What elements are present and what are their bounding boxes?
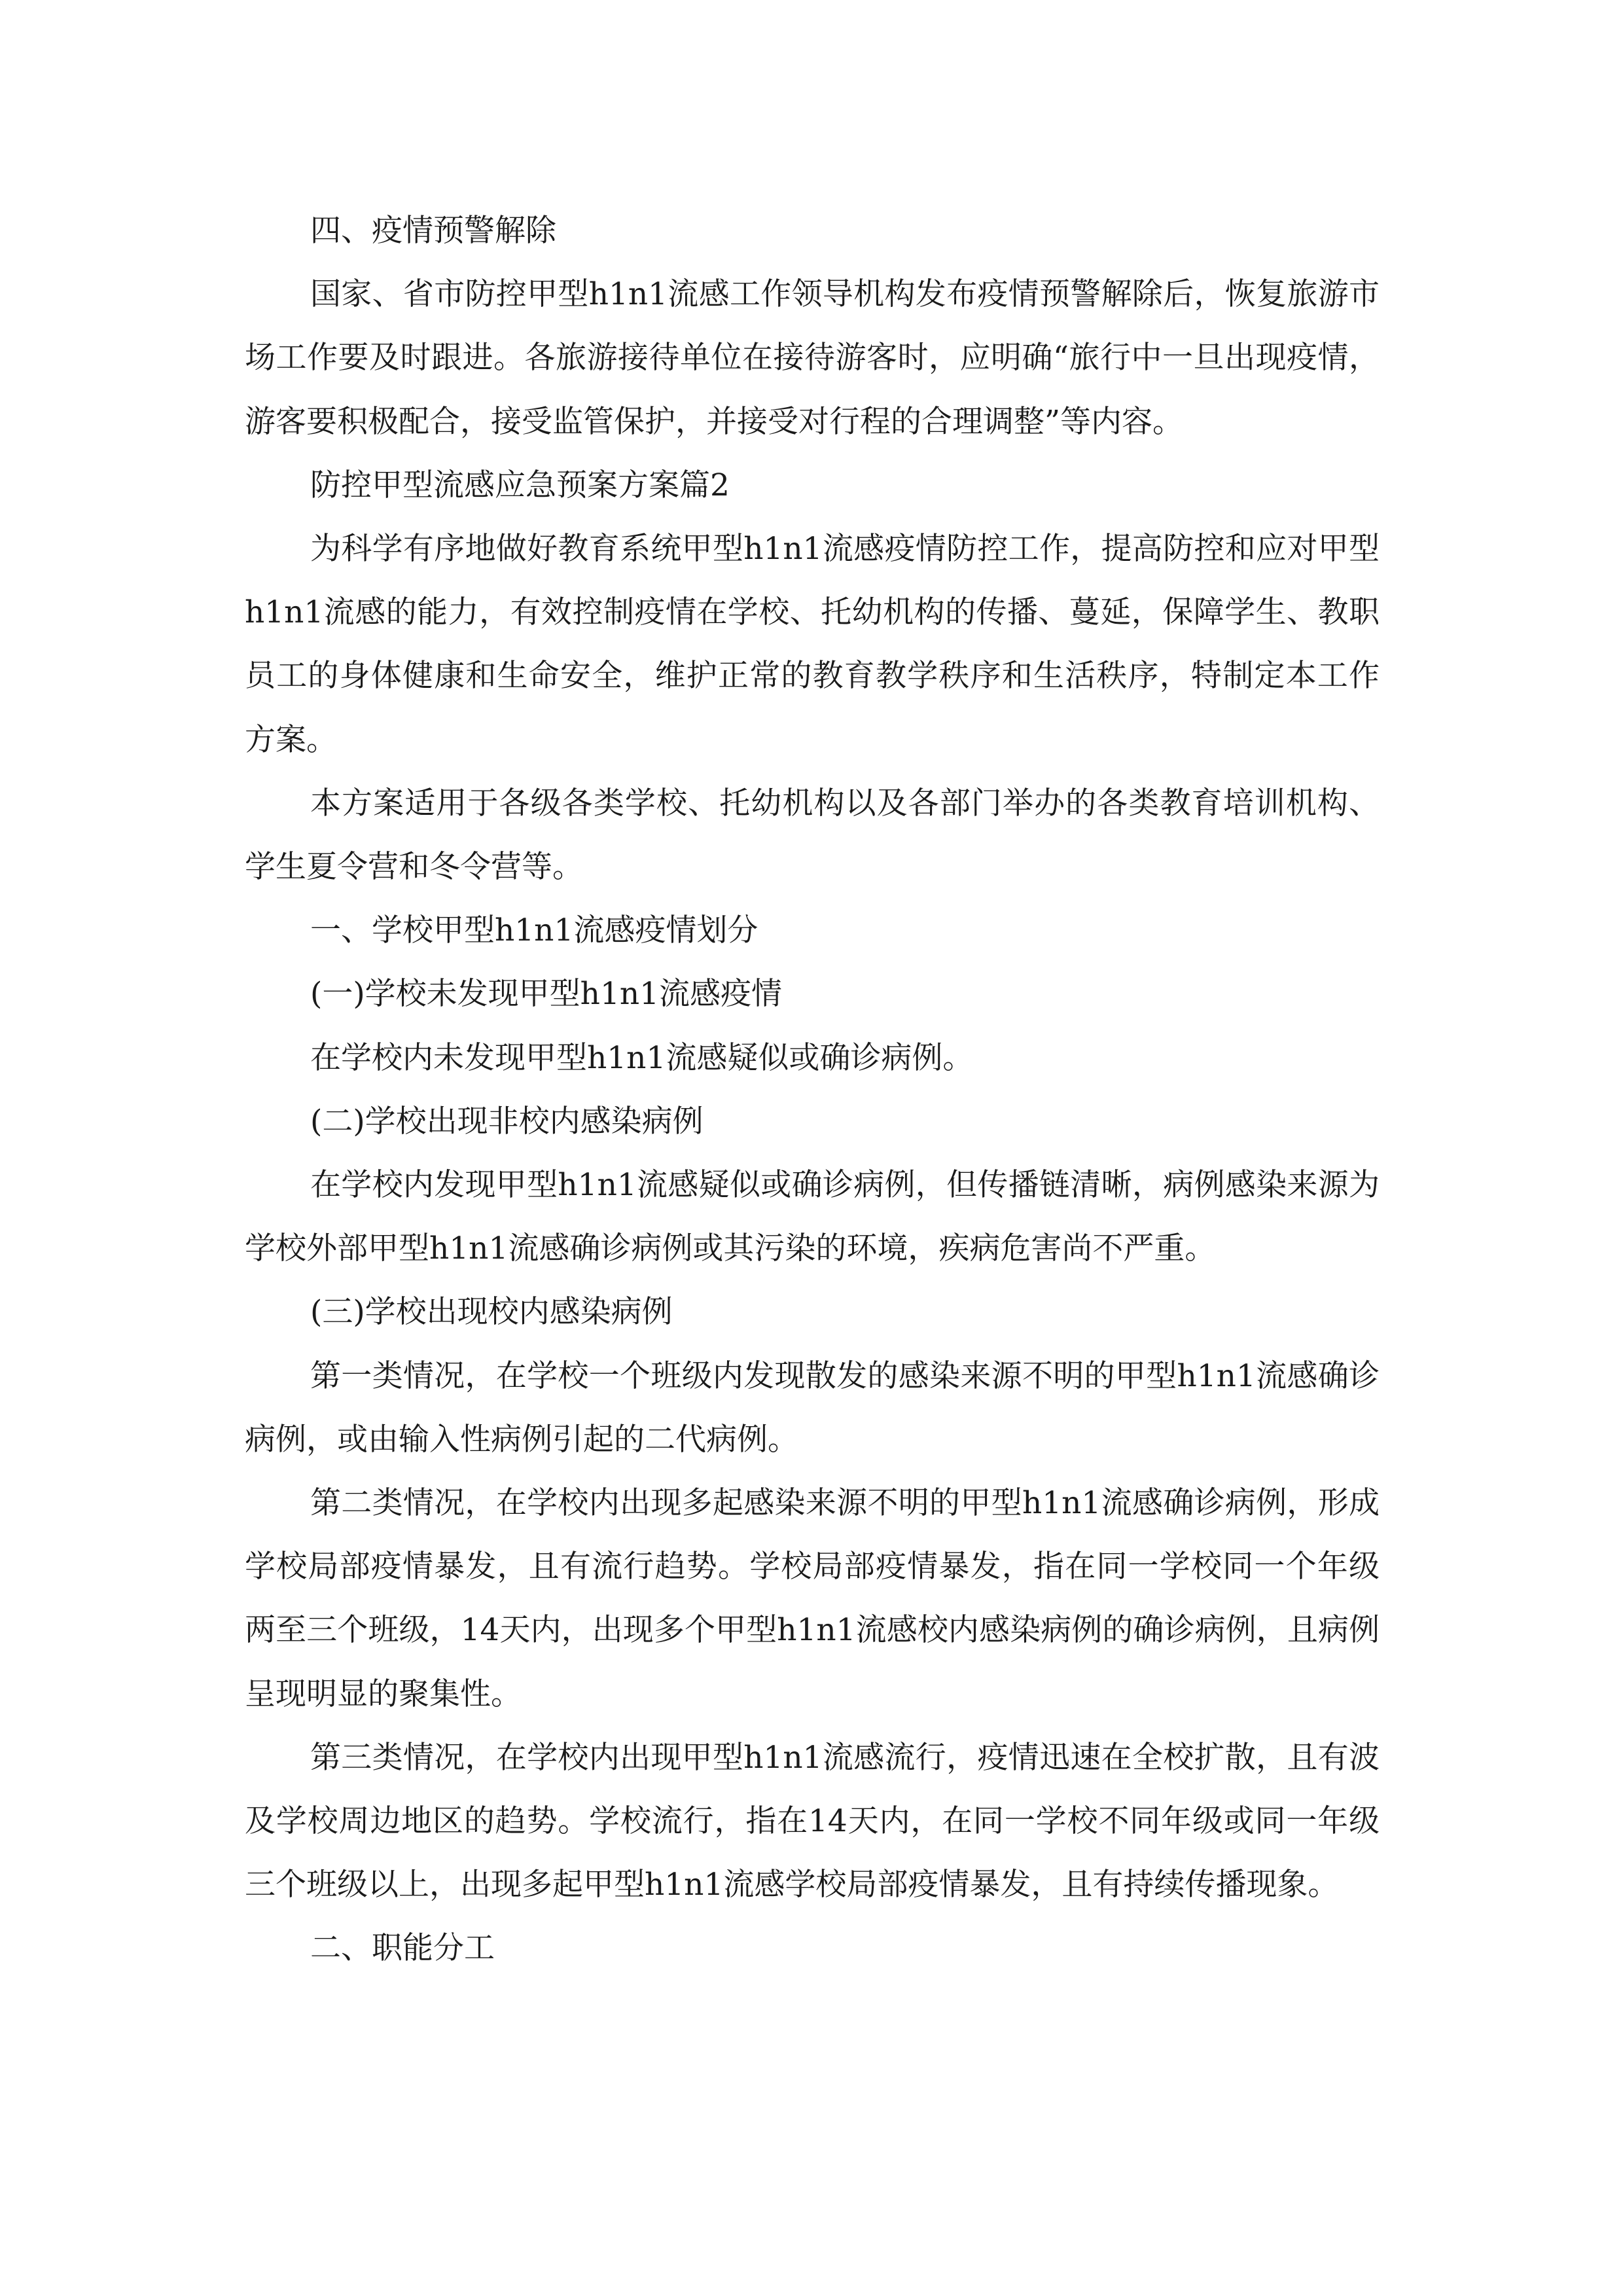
subheading-1-no-cases: (一)学校未发现甲型h1n1流感疫情 (310, 976, 783, 1013)
paragraph-alert-lift-body: 国家、省市防控甲型h1n1流感工作领导机构发布疫情预警解除后，恢复旅游市场工作要及时跟进。各旅游接待单位在接待游客时，应明确“旅行中一旦出现疫情，游客要积极配合，接受监管保护，并接受对行程的合理调整”等内容。 (245, 276, 1380, 440)
paragraph-case-type-1: 第一类情况，在学校一个班级内发现散发的感染来源不明的甲型h1n1流感确诊病例，或由输入性病例引起的二代病例。 (245, 1357, 1380, 1458)
paragraph-no-cases: 在学校内未发现甲型h1n1流感疑似或确诊病例。 (310, 1039, 974, 1076)
paragraph-plan-scope: 本方案适用于各级各类学校、托幼机构以及各部门举办的各类教育培训机构、学生夏令营和冬令营等。 (245, 785, 1380, 886)
subheading-2-external-cases: (二)学校出现非校内感染病例 (310, 1103, 704, 1139)
section-heading-2-responsibilities: 二、职能分工 (310, 1930, 495, 1967)
paragraph-external-cases: 在学校内发现甲型h1n1流感疑似或确诊病例，但传播链清晰，病例感染来源为学校外部甲型h1n1流感确诊病例或其污染的环境，疾病危害尚不严重。 (245, 1167, 1380, 1267)
paragraph-plan-purpose: 为科学有序地做好教育系统甲型h1n1流感疫情防控工作，提高防控和应对甲型h1n1流感的能力，有效控制疫情在学校、托幼机构的传播、蔓延，保障学生、教职员工的身体健康和生命安全，维护正常的教育教学秩序和生活秩序，特制定本工作方案。 (245, 531, 1380, 758)
subheading-3-internal-cases: (三)学校出现校内感染病例 (310, 1294, 673, 1331)
paragraph-case-type-2: 第二类情况，在学校内出现多起感染来源不明的甲型h1n1流感确诊病例，形成学校局部疫情暴发，且有流行趋势。学校局部疫情暴发，指在同一学校同一个年级两至三个班级，14天内，出现多个甲型h1n1流感校内感染病例的确诊病例，且病例呈现明显的聚集性。 (245, 1485, 1380, 1712)
plan-title-2: 防控甲型流感应急预案方案篇2 (310, 467, 730, 503)
section-heading-1-classification: 一、学校甲型h1n1流感疫情划分 (310, 912, 758, 949)
document-body (245, 199, 1380, 1981)
section-heading-4-alert-lift: 四、疫情预警解除 (310, 213, 556, 249)
paragraph-case-type-3: 第三类情况，在学校内出现甲型h1n1流感流行，疫情迅速在全校扩散，且有波及学校周边地区的趋势。学校流行，指在14天内，在同一学校不同年级或同一年级三个班级以上，出现多起甲型h1n1流感学校局部疫情暴发，且有持续传播现象。 (245, 1739, 1380, 1903)
